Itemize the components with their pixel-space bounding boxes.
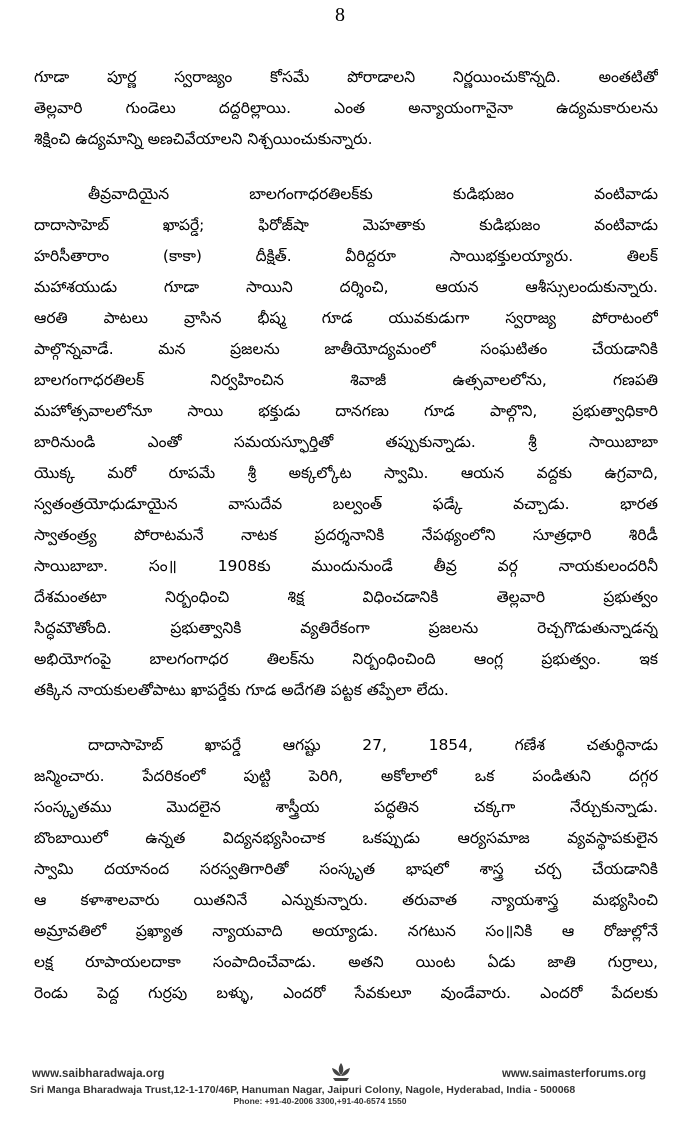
page-number: 8 [335,4,345,26]
text-line: పాల్గొన్నవాడే. మన ప్రజలను జాతీయోద్యమంలో సంఘటితం చేయడానికి [34,340,658,358]
text-line: సంస్కృతము మొదలైన శాస్త్రీయ పద్ధతిన చక్కగా నేర్చుకున్నాడు. [34,798,658,816]
text-line: ఆరతి పాటలు వ్రాసిన భీష్మ గూడ యువకుడుగా స్వరాజ్య పోరాటంలో [34,309,658,327]
lotus-logo-icon [330,1062,352,1082]
text-line: బాలగంగాధరతిలక్ నిర్వహించిన శివాజీ ఉత్సవాలలోను, గణపతి [34,371,658,389]
text-line: అమ్రావతిలో ప్రఖ్యాత న్యాయవాది అయ్యాడు. నగటున సం॥నికి ఆ రోజుల్లోనే [34,922,658,940]
text-line: స్వతంత్రయోధుడూయైన వాసుదేవ బల్వంత్ ఫడ్కే వచ్చాడు. భారత [34,495,658,513]
text-line: తెల్లవారి గుండెలు దద్దరిల్లాయి. ఎంత అన్యాయంగానైనా ఉద్యమకారులను [34,99,658,117]
text-line: శిక్షించి ఉద్యమాన్ని అణచివేయాలని నిశ్చయించుకున్నారు. [34,130,373,148]
page-footer [30,1068,650,1118]
text-line: స్వాతంత్ర్య పోరాటమనే నాటక ప్రదర్శనానికి నేపథ్యంలోని సూత్రధారి శిరిడీ [34,526,658,544]
text-line: రెండు పెద్ద గుర్రపు బళ్ళు, ఎందరో సేవకులూ వుండేవారు. ఎందరో పేదలకు [34,984,658,1002]
text-line: గూడా పూర్ణ స్వరాజ్యం కోసమే పోరాడాలని నిర్ణయించుకొన్నది. అంతటితో [34,68,658,86]
body-text [34,62,658,1033]
text-line: అభియోగంపై బాలగంగాధర తిలక్‌ను నిర్బంధించింది ఆంగ్ల ప్రభుత్వం. ఇక [34,650,658,668]
paragraph-2 [34,179,658,706]
text-line: ఆ కళాశాలవారు యితనినే ఎన్నుకున్నారు. తరువాత న్యాయశాస్త్ర మభ్యసించి [34,891,658,909]
text-line: సాయిబాబా. సం॥ 1908కు ముందునుండే తీవ్ర వర్గ నాయకులందరినీ [34,557,658,575]
text-line: మహాశయుడు గూడా సాయిని దర్శించి, ఆయన ఆశీస్సులందుకున్నారు. [34,278,658,296]
footer-address: Sri Manga Bharadwaja Trust,12-1-170/46P, Hanuman Nagar, Jaipuri Colony, Nagole, Hyderabad, India - 500068 [30,1084,576,1096]
text-line: లక్ష రూపాయలదాకా సంపాదించేవాడు. అతని యింట ఏడు జాతి గుర్రాలు, [34,953,658,971]
text-line: దాదాసాహెబ్ ఖాపర్డే; ఫిరోజ్‌షా మెహతాకు కుడిభుజం వంటివాడు [34,216,658,234]
text-line: దాదాసాహెబ్ ఖాపర్డే ఆగష్టు 27, 1854, గణేశ చతుర్థినాడు [88,736,658,754]
text-line: బొంబాయిలో ఉన్నత విద్యనభ్యసించాక ఒకప్పుడు ఆర్యసమాజ వ్యవస్థాపకులైన [34,829,658,847]
paragraph-3 [34,730,658,1009]
footer-website-link[interactable]: www.saibharadwaja.org [32,1068,165,1080]
footer-phone: Phone: +91-40-2006 3300,+91-40-6574 1550 [233,1096,407,1106]
text-line: దేశమంతటా నిర్బంధించి శిక్ష విధించడానికి తెల్లవారి ప్రభుత్వం [34,588,658,606]
text-line: మహోత్సవాలలోనూ సాయి భక్తుడు దానగణు గూడ పాల్గొని, ప్రభుత్వాధికారి [34,402,658,420]
footer-links-row [30,1068,650,1084]
text-line: బారినుండి ఎంతో సమయస్ఫూర్తితో తప్పుకున్నాడు. శ్రీ సాయిబాబా [34,433,658,451]
text-line: హరిసీతారాం (కాకా) దీక్షిత్. వీరిద్దరూ సాయిభక్తులయ్యారు. తిలక్ [34,247,658,265]
footer-forum-link[interactable]: www.saimasterforums.org [501,1068,646,1080]
text-line: స్వామి దయానంద సరస్వతిగారితో సంస్కృత భాషలో శాస్త్ర చర్చ చేయడానికి [34,860,658,878]
paragraph-1 [34,62,658,155]
text-line: యొక్క మరో రూపమే శ్రీ అక్కల్కోట స్వామి. ఆయన వద్దకు ఉగ్రవాది, [34,464,658,482]
text-line: జన్మించారు. పేదరికంలో పుట్టి పెరిగి, అకోలాలో ఒక పండితుని దగ్గర [34,767,658,785]
text-line: తీవ్రవాదియైన బాలగంగాధరతిలక్‌కు కుడిభుజం వంటివాడు [88,185,658,203]
text-line: సిద్ధమౌతోంది. ప్రభుత్వానికి వ్యతిరేకంగా ప్రజలను రెచ్చగొడుతున్నాడన్న [34,619,658,637]
text-line: తక్కిన నాయకులతోపాటు ఖాపర్డేకు గూడ అదేగతి పట్టక తప్పేలా లేదు. [34,681,449,699]
